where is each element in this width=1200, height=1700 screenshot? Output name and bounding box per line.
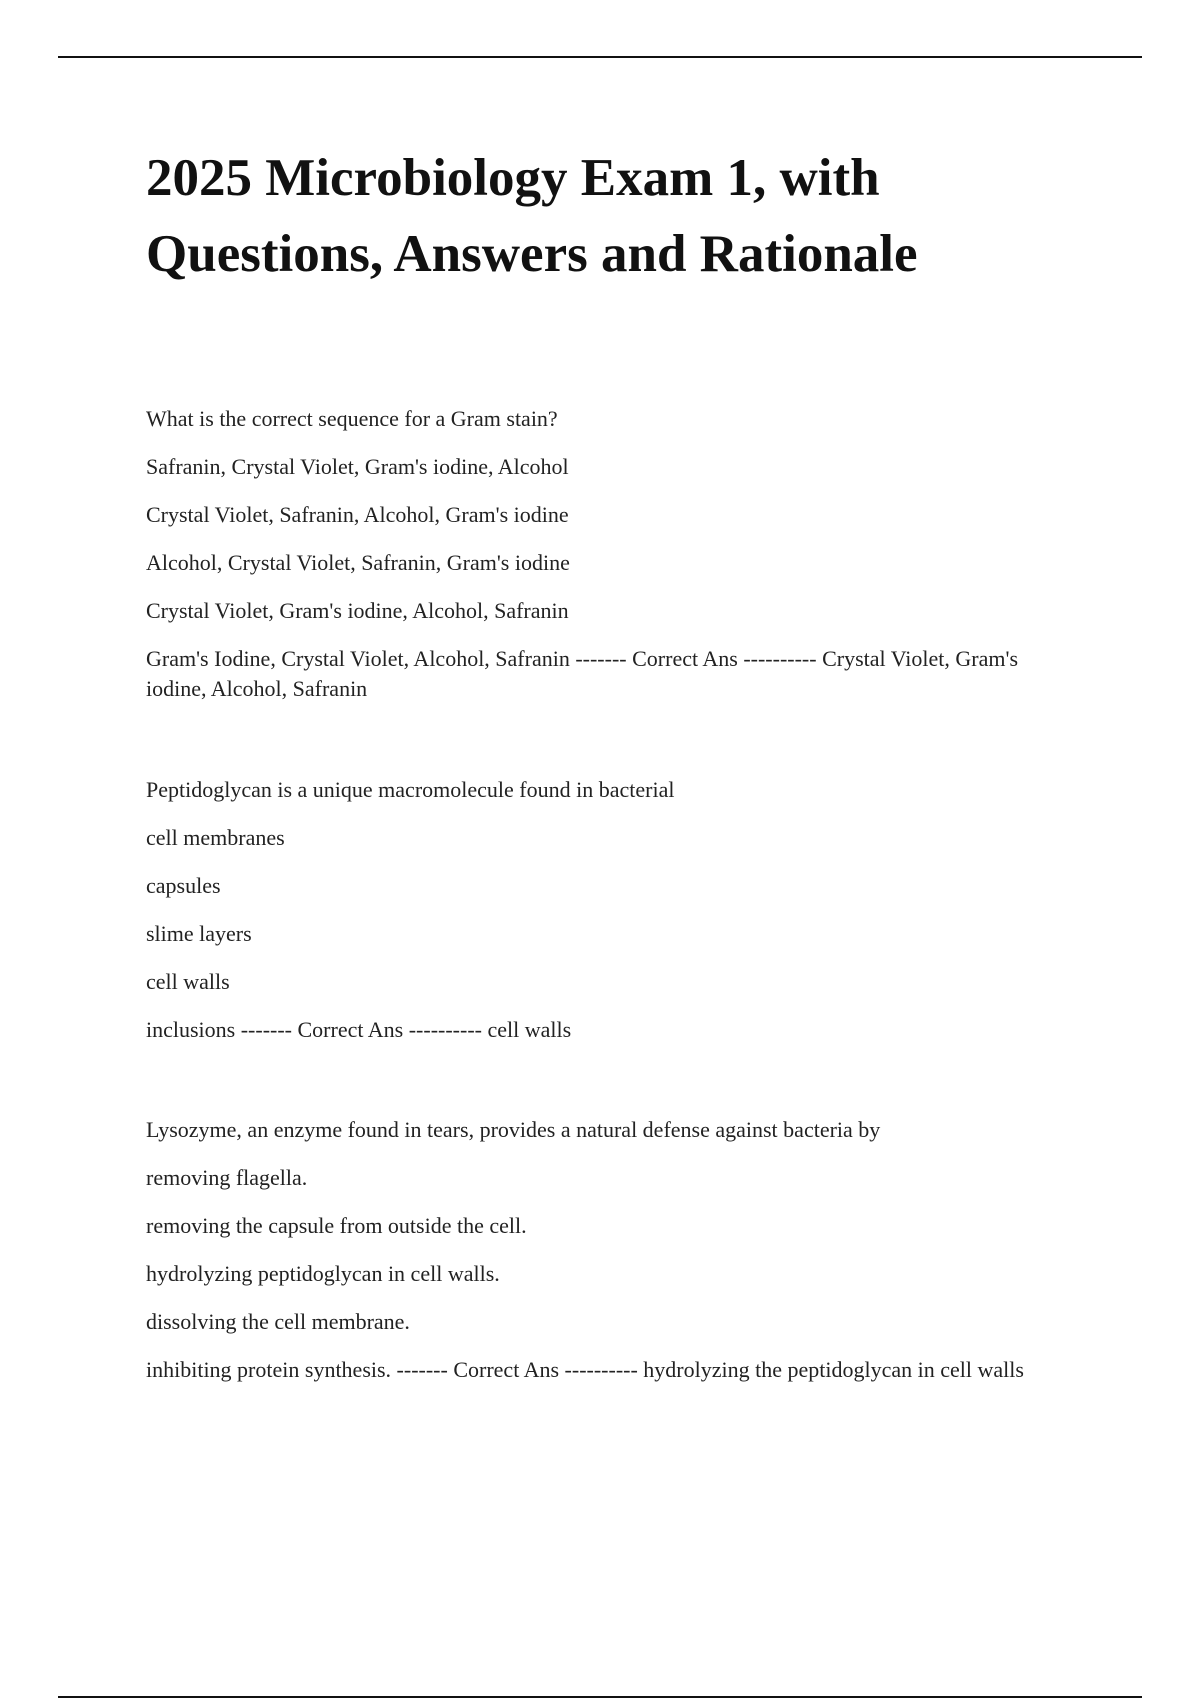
question-prompt: Lysozyme, an enzyme found in tears, provides a natural defense against bacteria by [146, 1117, 881, 1142]
answer-option: removing flagella. [146, 1165, 308, 1190]
answer-option: capsules [146, 873, 221, 898]
answer-option: Alcohol, Crystal Violet, Safranin, Gram's iodine [146, 550, 570, 575]
answer-option: slime layers [146, 921, 252, 946]
answer-option-with-correct-answer: Gram's Iodine, Crystal Violet, Alcohol, Safranin ------- Correct Ans ---------- Crystal Violet, Gram's iodine, Alcohol, Safranin [146, 646, 1019, 701]
bottom-rule [58, 1696, 1142, 1698]
question-block [146, 775, 1076, 1063]
answer-option: hydrolyzing peptidoglycan in cell walls. [146, 1261, 500, 1286]
answer-option-with-correct-answer: inhibiting protein synthesis. ------- Correct Ans ---------- hydrolyzing the peptidoglycan in cell walls [146, 1357, 1024, 1382]
answer-option: dissolving the cell membrane. [146, 1309, 410, 1334]
answer-option: Crystal Violet, Gram's iodine, Alcohol, Safranin [146, 598, 569, 623]
question-block [146, 1115, 1076, 1403]
document-title: 2025 Microbiology Exam 1, with Questions, Answers and Rationale [146, 149, 918, 283]
answer-option: Safranin, Crystal Violet, Gram's iodine, Alcohol [146, 454, 569, 479]
question-prompt: What is the correct sequence for a Gram stain? [146, 406, 558, 431]
question-block [146, 404, 1076, 722]
answer-option-with-correct-answer: inclusions ------- Correct Ans ---------- cell walls [146, 1017, 572, 1042]
answer-option: cell membranes [146, 825, 285, 850]
top-rule [58, 56, 1142, 58]
answer-option: cell walls [146, 969, 230, 994]
question-prompt: Peptidoglycan is a unique macromolecule found in bacterial [146, 777, 675, 802]
answer-option: Crystal Violet, Safranin, Alcohol, Gram's iodine [146, 502, 569, 527]
answer-option: removing the capsule from outside the cell. [146, 1213, 527, 1238]
